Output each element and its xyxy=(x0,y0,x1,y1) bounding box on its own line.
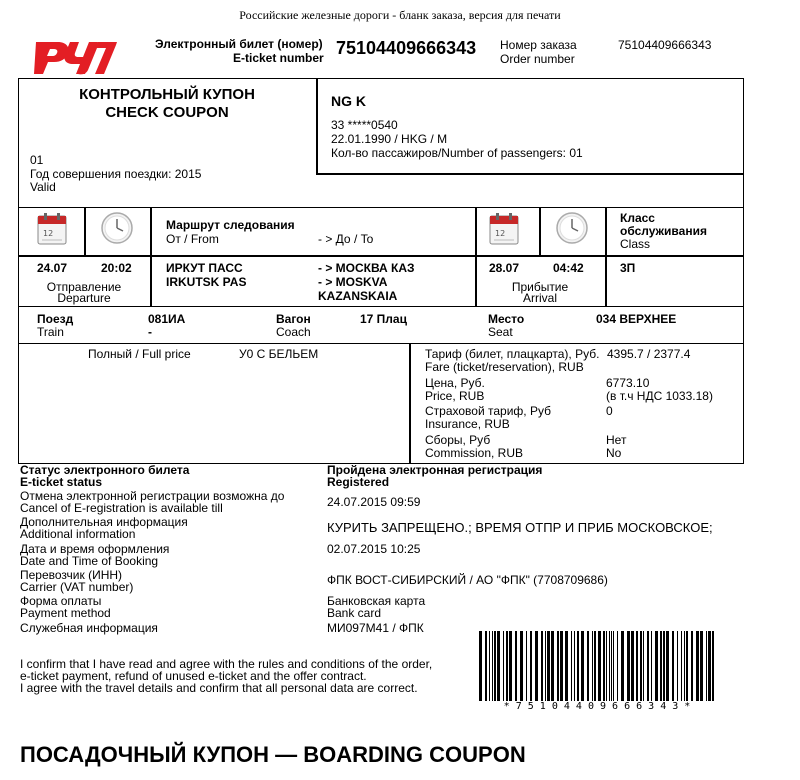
class-label-2: обслуживания xyxy=(620,224,707,238)
departure-clock-icon xyxy=(100,211,134,245)
tariff-value: 4395.7 / 2377.4 xyxy=(607,347,691,361)
agreement-line-3: I agree with the travel details and confirm that all personal data are correct. xyxy=(20,681,418,695)
departure-time: 20:02 xyxy=(101,261,132,275)
rzd-logo xyxy=(30,36,120,78)
price-value: 6773.10 xyxy=(606,376,650,390)
seat-value: 034 ВЕРХНЕЕ xyxy=(596,312,677,326)
status-value-ru: Пройдена электронная регистрация xyxy=(327,463,543,477)
to-label: - > До / To xyxy=(318,232,374,246)
insurance-label-ru: Страховой тариф, Руб xyxy=(425,404,551,418)
service-info-value: МИ097М41 / ФПК xyxy=(327,621,424,635)
service-type: У0 С БЕЛЬЕМ xyxy=(239,347,319,361)
eticket-label-ru: Электронный билет (номер) xyxy=(155,37,323,51)
arrival-label-en: Arrival xyxy=(522,291,557,305)
arrival-label-ru: Прибытие xyxy=(511,280,569,294)
class-label-en: Class xyxy=(620,237,651,251)
carrier-value: ФПК ВОСТ-СИБИРСКИЙ / АО "ФПК" (7708709686) xyxy=(327,573,608,587)
booking-date-value: 02.07.2015 10:25 xyxy=(327,542,421,556)
arrival-date: 28.07 xyxy=(489,261,520,275)
price-label-ru: Цена, Руб. xyxy=(425,376,485,390)
to-station-en-1: - > MOSKVA xyxy=(318,275,388,289)
train-dash: - xyxy=(148,325,152,339)
additional-value: КУРИТЬ ЗАПРЕЩЕНО.; ВРЕМЯ ОТПР И ПРИБ МОСКОВСКОЕ; xyxy=(327,520,713,535)
passenger-name: NG K xyxy=(331,93,366,109)
coach-value: 17 Плац xyxy=(360,312,407,326)
valid-year: Год совершения поездки: 2015 xyxy=(30,167,202,181)
train-label-en: Train xyxy=(37,325,64,339)
valid-label: Valid xyxy=(30,180,56,194)
from-station-en: IRKUTSK PAS xyxy=(166,275,247,289)
coupon-title-en: CHECK COUPON xyxy=(105,104,229,121)
eticket-label-en: E-ticket number xyxy=(233,51,324,65)
coupon-title-ru: КОНТРОЛЬНЫЙ КУПОН xyxy=(79,86,255,103)
order-label-ru: Номер заказа xyxy=(500,38,577,52)
arrival-clock-icon xyxy=(555,211,589,245)
class-label-1: Класс xyxy=(620,211,655,225)
price-label-en: Price, RUB xyxy=(425,389,485,403)
fare-box xyxy=(18,343,744,464)
booking-date-label-ru: Дата и время оформления xyxy=(20,542,170,556)
status-label-ru: Статус электронного билета xyxy=(20,463,190,477)
commission-label-ru: Сборы, Руб xyxy=(425,433,491,447)
passenger-birth: 22.01.1990 / HKG / M xyxy=(331,132,448,146)
coach-label-ru: Вагон xyxy=(276,312,311,326)
booking-date-label-en: Date and Time of Booking xyxy=(20,554,159,568)
payment-label-ru: Форма оплаты xyxy=(20,594,102,608)
from-station-ru: ИРКУТ ПАСС xyxy=(166,261,243,275)
arrival-calendar-icon xyxy=(489,212,519,246)
departure-label-en: Departure xyxy=(57,291,111,305)
passengers-count: Кол-во пассажиров/Number of passengers: 01 xyxy=(331,146,583,160)
passenger-doc: 33 *****0540 xyxy=(331,118,398,132)
agreement-line-2: e-ticket payment, refund of unused e-ticket and the offer contract. xyxy=(20,669,367,683)
to-station-en-2: KAZANSKAIA xyxy=(318,289,398,303)
status-label-en: E-ticket status xyxy=(20,475,103,489)
tariff-label-ru: Тариф (билет, плацкарта), Руб. xyxy=(425,347,600,361)
payment-value-ru: Банковская карта xyxy=(327,594,426,608)
agreement-line-1: I confirm that I have read and agree with the rules and conditions of the order, xyxy=(20,657,433,671)
payment-value-en: Bank card xyxy=(327,606,382,620)
price-vat: (в т.ч НДС 1033.18) xyxy=(606,389,713,403)
tariff-label-en: Fare (ticket/reservation), RUB xyxy=(425,360,584,374)
payment-label-en: Payment method xyxy=(20,606,111,620)
route-label: Маршрут следования xyxy=(166,218,295,232)
to-station-ru: - > МОСКВА КАЗ xyxy=(318,261,415,275)
carrier-label-ru: Перевозчик (ИНН) xyxy=(20,568,123,582)
cancel-label-ru: Отмена электронной регистрации возможна до xyxy=(20,489,285,503)
top-caption: Российские железные дороги - бланк заказа, версия для печати xyxy=(239,8,561,22)
carrier-label-en: Carrier (VAT number) xyxy=(20,580,134,594)
coupon-num: 01 xyxy=(30,153,44,167)
service-info-label: Служебная информация xyxy=(20,621,158,635)
additional-label-en: Additional information xyxy=(20,527,136,541)
order-number: 75104409666343 xyxy=(618,38,712,52)
cancel-value: 24.07.2015 09:59 xyxy=(327,495,421,509)
class-value: 3П xyxy=(620,261,636,275)
seat-label-en: Seat xyxy=(488,325,513,339)
commission-label-en: Commission, RUB xyxy=(425,446,524,460)
barcode xyxy=(479,631,715,701)
insurance-value: 0 xyxy=(606,404,613,418)
arrival-time: 04:42 xyxy=(553,261,584,275)
order-label-en: Order number xyxy=(500,52,575,66)
train-value: 081ИА xyxy=(148,312,186,326)
price-type: Полный / Full price xyxy=(88,347,191,361)
additional-label-ru: Дополнительная информация xyxy=(20,515,188,529)
commission-value-en: No xyxy=(606,446,622,460)
from-label: От / From xyxy=(166,232,219,246)
insurance-label-en: Insurance, RUB xyxy=(425,417,510,431)
departure-calendar-icon xyxy=(37,212,67,246)
eticket-number: 75104409666343 xyxy=(336,38,477,58)
svg-text:12: 12 xyxy=(43,229,54,238)
boarding-coupon-title: ПОСАДОЧНЫЙ КУПОН — BOARDING COUPON xyxy=(20,742,526,767)
seat-label-ru: Место xyxy=(488,312,525,326)
train-label-ru: Поезд xyxy=(37,312,74,326)
status-value-en: Registered xyxy=(327,475,390,489)
commission-value-ru: Нет xyxy=(606,433,627,447)
barcode-text: * 7 5 1 0 4 4 0 9 6 6 6 3 4 3 * xyxy=(503,701,691,712)
departure-label-ru: Отправление xyxy=(46,280,122,294)
svg-text:12: 12 xyxy=(495,229,506,238)
cancel-label-en: Cancel of E-registration is available till xyxy=(20,501,223,515)
coach-label-en: Coach xyxy=(276,325,311,339)
departure-date: 24.07 xyxy=(37,261,68,275)
